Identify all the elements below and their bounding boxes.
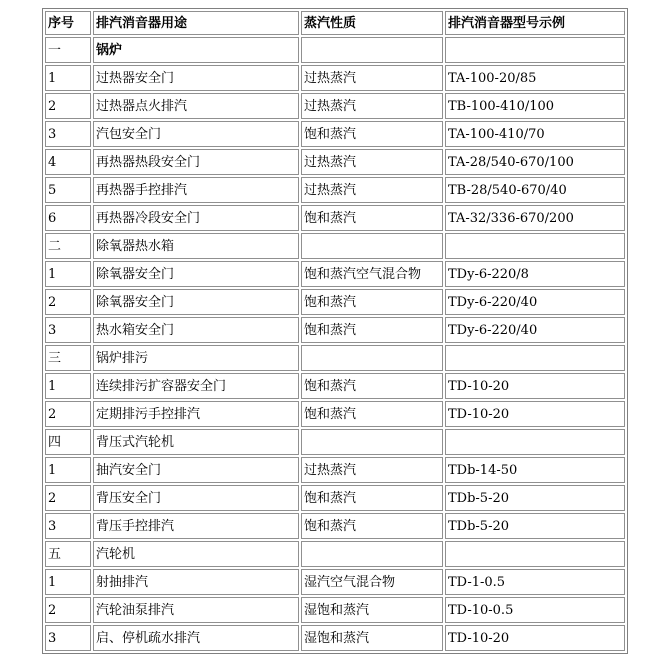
row-use-cell: 定期排污手控排汽: [93, 401, 299, 427]
row-model-cell: TA-100-20/85: [445, 65, 625, 91]
row-number-cell: 2: [45, 401, 91, 427]
row-number-cell: 二: [45, 233, 91, 259]
row-use-cell: 射抽排汽: [93, 569, 299, 595]
row-use-cell: 背压安全门: [93, 485, 299, 511]
row-number-cell: 3: [45, 625, 91, 651]
row-steam-cell: [301, 345, 443, 371]
row-steam-cell: 饱和蒸汽: [301, 317, 443, 343]
row-steam-cell: 过热蒸汽: [301, 457, 443, 483]
row-steam-cell: 饱和蒸汽空气混合物: [301, 261, 443, 287]
section-row: [45, 345, 625, 371]
row-use-cell: 汽包安全门: [93, 121, 299, 147]
table-row: [45, 289, 625, 315]
row-number-cell: 1: [45, 457, 91, 483]
row-model-cell: TB-28/540-670/40: [445, 177, 625, 203]
table-row: [45, 149, 625, 175]
row-use-cell: 除氧器热水箱: [93, 233, 299, 259]
row-number-cell: 1: [45, 569, 91, 595]
row-steam-cell: 湿饱和蒸汽: [301, 597, 443, 623]
row-model-cell: TD-10-0.5: [445, 597, 625, 623]
section-row: [45, 541, 625, 567]
row-model-cell: TDy-6-220/40: [445, 289, 625, 315]
row-model-cell: TDb-5-20: [445, 485, 625, 511]
row-number-cell: 1: [45, 261, 91, 287]
row-steam-cell: 湿饱和蒸汽: [301, 625, 443, 651]
table-row: [45, 93, 625, 119]
header-use: 排汽消音器用途: [93, 11, 299, 35]
table-row: [45, 625, 625, 651]
row-steam-cell: [301, 37, 443, 63]
row-number-cell: 1: [45, 65, 91, 91]
row-number-cell: 2: [45, 597, 91, 623]
table-row: [45, 569, 625, 595]
row-use-cell: 锅炉: [93, 37, 299, 63]
row-use-cell: 汽轮机: [93, 541, 299, 567]
row-number-cell: 6: [45, 205, 91, 231]
row-steam-cell: 饱和蒸汽: [301, 485, 443, 511]
row-use-cell: 除氧器安全门: [93, 289, 299, 315]
row-number-cell: 2: [45, 93, 91, 119]
section-row: [45, 37, 625, 63]
row-use-cell: 过热器点火排汽: [93, 93, 299, 119]
row-use-cell: 除氧器安全门: [93, 261, 299, 287]
table-header-row: [45, 11, 625, 35]
row-use-cell: 启、停机疏水排汽: [93, 625, 299, 651]
header-steam: 蒸汽性质: [301, 11, 443, 35]
row-model-cell: TB-100-410/100: [445, 93, 625, 119]
table-row: [45, 121, 625, 147]
table-row: [45, 373, 625, 399]
row-steam-cell: 过热蒸汽: [301, 65, 443, 91]
row-model-cell: TDb-5-20: [445, 513, 625, 539]
row-model-cell: TD-1-0.5: [445, 569, 625, 595]
row-use-cell: 锅炉排污: [93, 345, 299, 371]
row-model-cell: TD-10-20: [445, 373, 625, 399]
row-use-cell: 再热器手控排汽: [93, 177, 299, 203]
row-model-cell: TA-32/336-670/200: [445, 205, 625, 231]
row-model-cell: [445, 541, 625, 567]
row-steam-cell: 过热蒸汽: [301, 149, 443, 175]
row-use-cell: 抽汽安全门: [93, 457, 299, 483]
row-use-cell: 背压式汽轮机: [93, 429, 299, 455]
row-steam-cell: 饱和蒸汽: [301, 373, 443, 399]
table-row: [45, 513, 625, 539]
table-row: [45, 457, 625, 483]
row-steam-cell: [301, 541, 443, 567]
row-number-cell: 4: [45, 149, 91, 175]
row-model-cell: TDy-6-220/40: [445, 317, 625, 343]
table-row: [45, 261, 625, 287]
muffler-table: [42, 8, 628, 654]
table-row: [45, 485, 625, 511]
row-use-cell: 过热器安全门: [93, 65, 299, 91]
row-model-cell: TDb-14-50: [445, 457, 625, 483]
row-number-cell: 三: [45, 345, 91, 371]
table-row: [45, 65, 625, 91]
header-no: 序号: [45, 11, 91, 35]
section-row: [45, 429, 625, 455]
header-model: 排汽消音器型号示例: [445, 11, 625, 35]
row-use-cell: 连续排污扩容器安全门: [93, 373, 299, 399]
section-row: [45, 233, 625, 259]
row-number-cell: 2: [45, 485, 91, 511]
row-model-cell: [445, 37, 625, 63]
row-steam-cell: [301, 233, 443, 259]
row-steam-cell: 饱和蒸汽: [301, 289, 443, 315]
row-model-cell: TA-28/540-670/100: [445, 149, 625, 175]
row-steam-cell: 饱和蒸汽: [301, 401, 443, 427]
row-number-cell: 一: [45, 37, 91, 63]
row-steam-cell: [301, 429, 443, 455]
row-model-cell: [445, 233, 625, 259]
row-number-cell: 3: [45, 317, 91, 343]
row-use-cell: 再热器热段安全门: [93, 149, 299, 175]
row-use-cell: 背压手控排汽: [93, 513, 299, 539]
row-model-cell: TD-10-20: [445, 401, 625, 427]
row-model-cell: TA-100-410/70: [445, 121, 625, 147]
row-steam-cell: 过热蒸汽: [301, 177, 443, 203]
row-steam-cell: 饱和蒸汽: [301, 205, 443, 231]
row-use-cell: 再热器冷段安全门: [93, 205, 299, 231]
row-model-cell: [445, 429, 625, 455]
row-use-cell: 汽轮油泵排汽: [93, 597, 299, 623]
table-row: [45, 177, 625, 203]
row-use-cell: 热水箱安全门: [93, 317, 299, 343]
table-row: [45, 401, 625, 427]
row-model-cell: [445, 345, 625, 371]
table-row: [45, 317, 625, 343]
row-steam-cell: 饱和蒸汽: [301, 121, 443, 147]
table-body: [45, 11, 625, 651]
row-number-cell: 3: [45, 513, 91, 539]
row-steam-cell: 湿汽空气混合物: [301, 569, 443, 595]
row-number-cell: 四: [45, 429, 91, 455]
table-row: [45, 597, 625, 623]
row-model-cell: TDy-6-220/8: [445, 261, 625, 287]
row-number-cell: 5: [45, 177, 91, 203]
row-model-cell: TD-10-20: [445, 625, 625, 651]
row-number-cell: 1: [45, 373, 91, 399]
row-number-cell: 3: [45, 121, 91, 147]
row-number-cell: 2: [45, 289, 91, 315]
row-steam-cell: 过热蒸汽: [301, 93, 443, 119]
row-steam-cell: 饱和蒸汽: [301, 513, 443, 539]
row-number-cell: 五: [45, 541, 91, 567]
table-row: [45, 205, 625, 231]
